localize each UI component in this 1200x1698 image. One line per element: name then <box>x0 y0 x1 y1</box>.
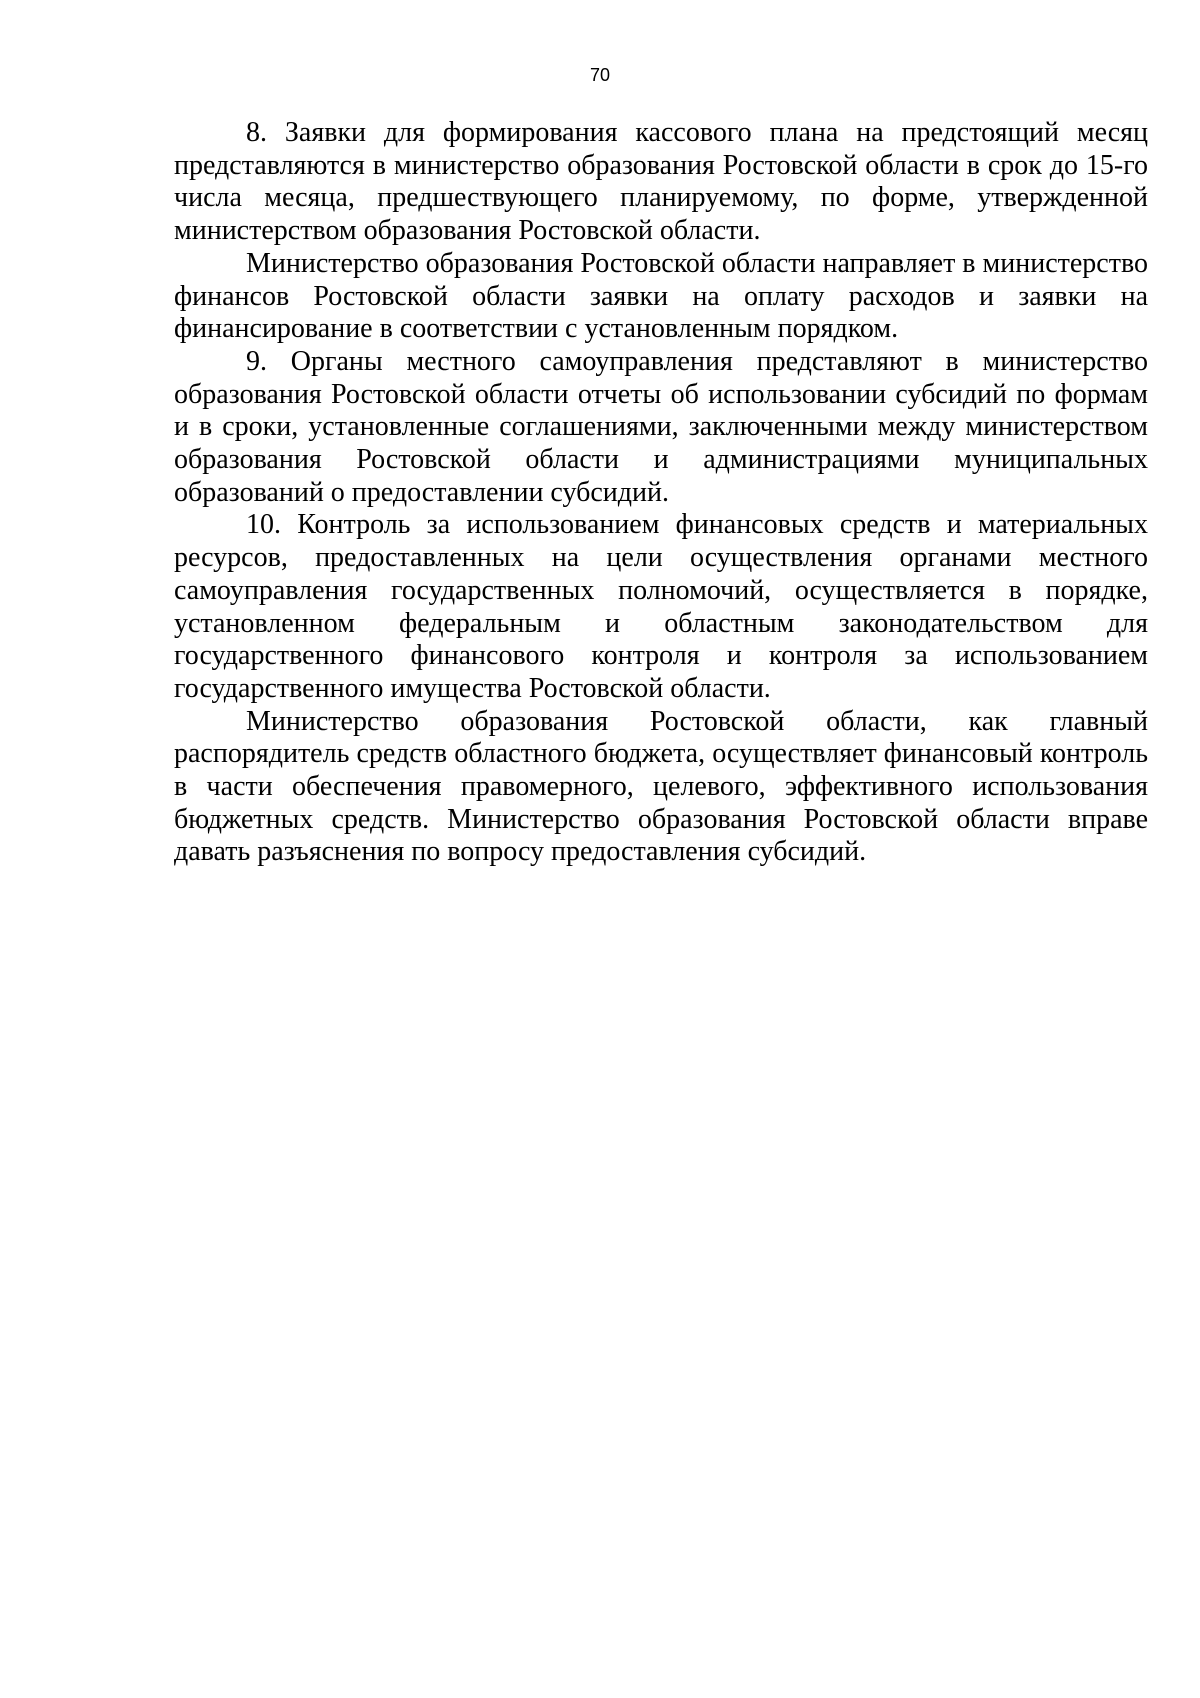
paragraph-item-9: 9. Органы местного самоуправления представляют в министерство образования Ростовской области отчеты об использовании субсидий по формам и в сроки, установленные соглашениями, заключенными между министерством образования Ростовской области и администрациями муниципальных образований о предоставлении субсидий. <box>174 345 1148 508</box>
document-body <box>174 117 1148 869</box>
paragraph-ministry-control: Министерство образования Ростовской области, как главный распорядитель средств областного бюджета, осуществляет финансовый контроль в части обеспечения правомерного, целевого, эффективного использования бюджетных средств. Министерство образования Ростовской области вправе давать разъяснения по вопросу предоставления субсидий. <box>174 705 1148 868</box>
paragraph-item-10: 10. Контроль за использованием финансовых средств и материальных ресурсов, предоставленных на цели осуществления органами местного самоуправления государственных полномочий, осуществляется в порядке, установленном федеральным и областным законодательством для государственного финансового контроля и контроля за использованием государственного имущества Ростовской области. <box>174 509 1148 704</box>
paragraph-item-8: 8. Заявки для формирования кассового плана на предстоящий месяц представляются в министерство образования Ростовской области в срок до 15-го числа месяца, предшествующего планируемому, по форме, утвержденной министерством образования Ростовской области. <box>174 117 1148 247</box>
paragraph-ministry-direction: Министерство образования Ростовской области направляет в министерство финансов Ростовской области заявки на оплату расходов и заявки на финансирование в соответствии с установленным порядком. <box>174 247 1148 345</box>
page-number: 70 <box>589 65 611 85</box>
